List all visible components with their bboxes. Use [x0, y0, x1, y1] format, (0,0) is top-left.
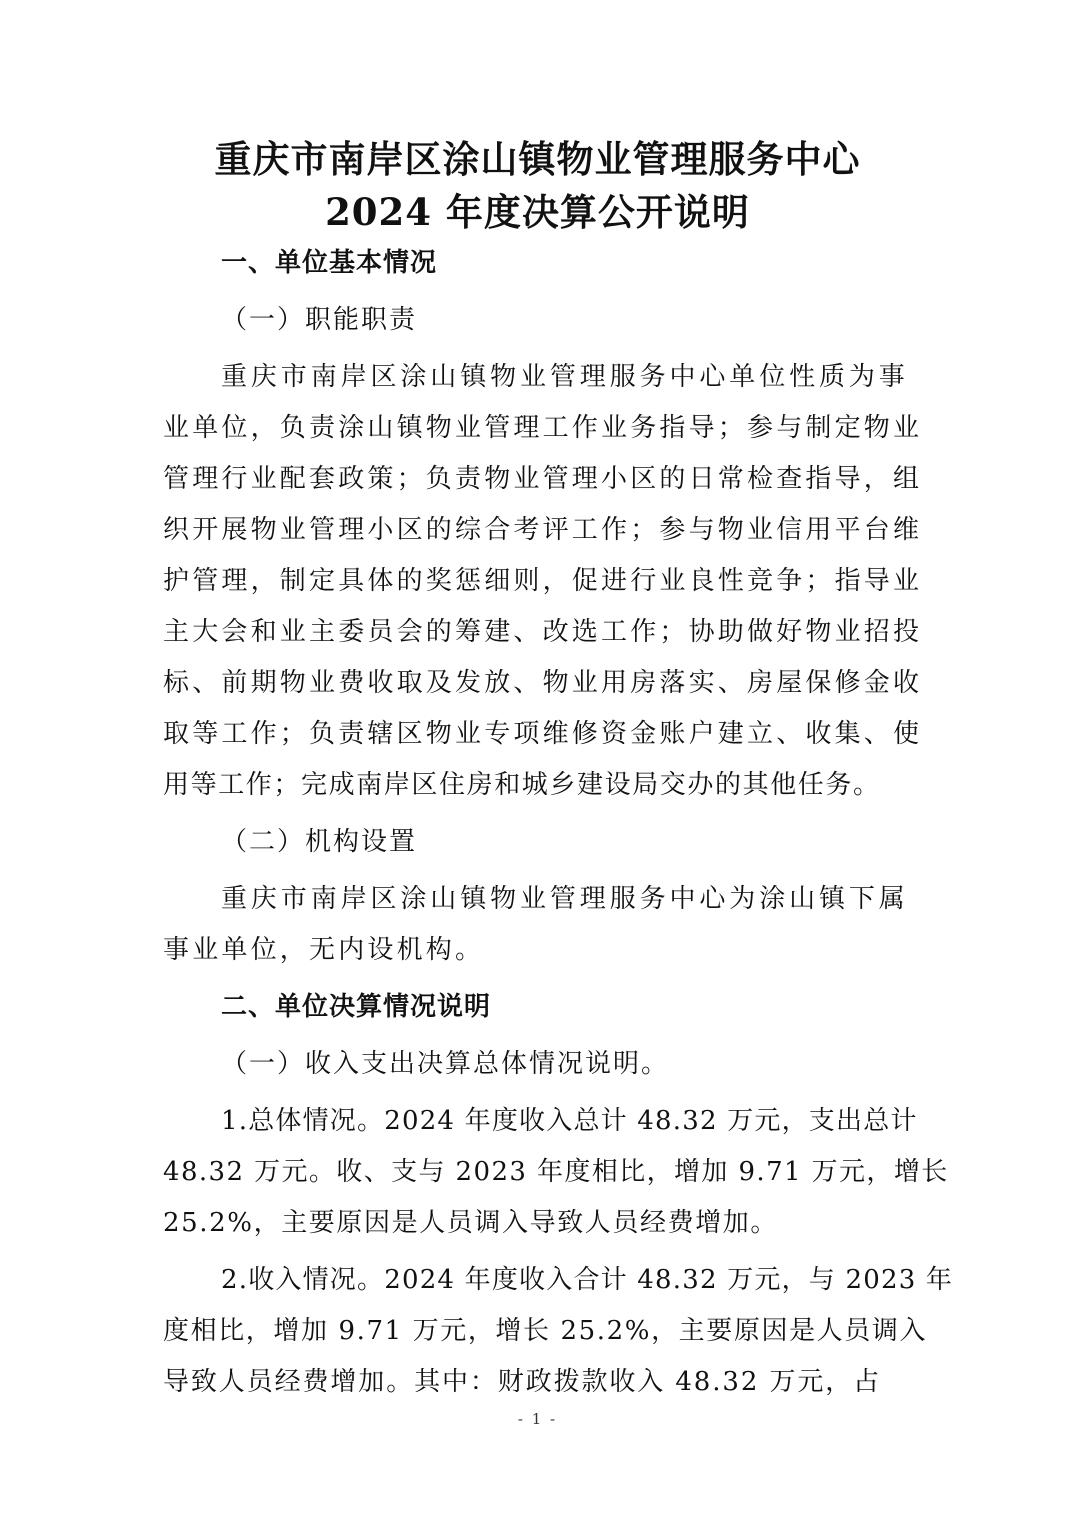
- paragraph-functions: [163, 352, 923, 811]
- section-heading-final-accounts: 二、单位决算情况说明: [221, 992, 492, 1022]
- text-line: 导致人员经费增加。其中：财政拨款收入 48.32 万元，占: [163, 1367, 882, 1397]
- text-line: 48.32 万元。收、支与 2023 年度相比，增加 9.71 万元，增长: [163, 1157, 949, 1187]
- text-line: 重庆市南岸区涂山镇物业管理服务中心为涂山镇下属: [221, 884, 909, 914]
- text-line: 织开展物业管理小区的综合考评工作；参与物业信用平台维: [163, 515, 923, 545]
- document-title-line2: 2024 年度决算公开说明: [325, 190, 750, 234]
- subsection-heading-organization: （二）机构设置: [221, 827, 418, 857]
- text-line: 度相比，增加 9.71 万元，增长 25.2%，主要原因是人员调入: [163, 1316, 928, 1346]
- text-line: 业单位，负责涂山镇物业管理工作业务指导；参与制定物业: [163, 413, 923, 443]
- text-line: 用等工作；完成南岸区住房和城乡建设局交办的其他任务。: [163, 770, 881, 800]
- section-heading-basic-info: 一、单位基本情况: [221, 248, 438, 278]
- subsection-heading-income-expense-overview: （一）收入支出决算总体情况说明。: [221, 1049, 670, 1079]
- text-line: 25.2%，主要原因是人员调入导致人员经费增加。: [163, 1208, 778, 1238]
- paragraph-income-situation: [163, 1255, 954, 1408]
- page-number: - 1 -: [517, 1410, 558, 1428]
- text-line: 1.总体情况。2024 年度收入总计 48.32 万元，支出总计: [221, 1106, 918, 1136]
- subsection-heading-functions: （一）职能职责: [221, 305, 418, 335]
- text-line: 主大会和业主委员会的筹建、改选工作；协助做好物业招投: [163, 617, 923, 647]
- text-line: 管理行业配套政策；负责物业管理小区的日常检查指导，组: [163, 464, 923, 494]
- text-line: 取等工作；负责辖区物业专项维修资金账户建立、收集、使: [163, 719, 923, 749]
- text-line: 标、前期物业费收取及发放、物业用房落实、房屋保修金收: [163, 668, 923, 698]
- paragraph-overall-situation: [163, 1096, 949, 1249]
- paragraph-organization: [163, 874, 913, 976]
- document-body: [163, 238, 954, 1408]
- text-line: 2.收入情况。2024 年度收入合计 48.32 万元，与 2023 年: [221, 1265, 954, 1295]
- text-line: 重庆市南岸区涂山镇物业管理服务中心单位性质为事: [221, 362, 909, 392]
- document-title-line1: 重庆市南岸区涂山镇物业管理服务中心: [214, 137, 861, 181]
- text-line: 护管理，制定具体的奖惩细则，促进行业良性竞争；指导业: [163, 566, 923, 596]
- text-line: 事业单位，无内设机构。: [163, 935, 485, 965]
